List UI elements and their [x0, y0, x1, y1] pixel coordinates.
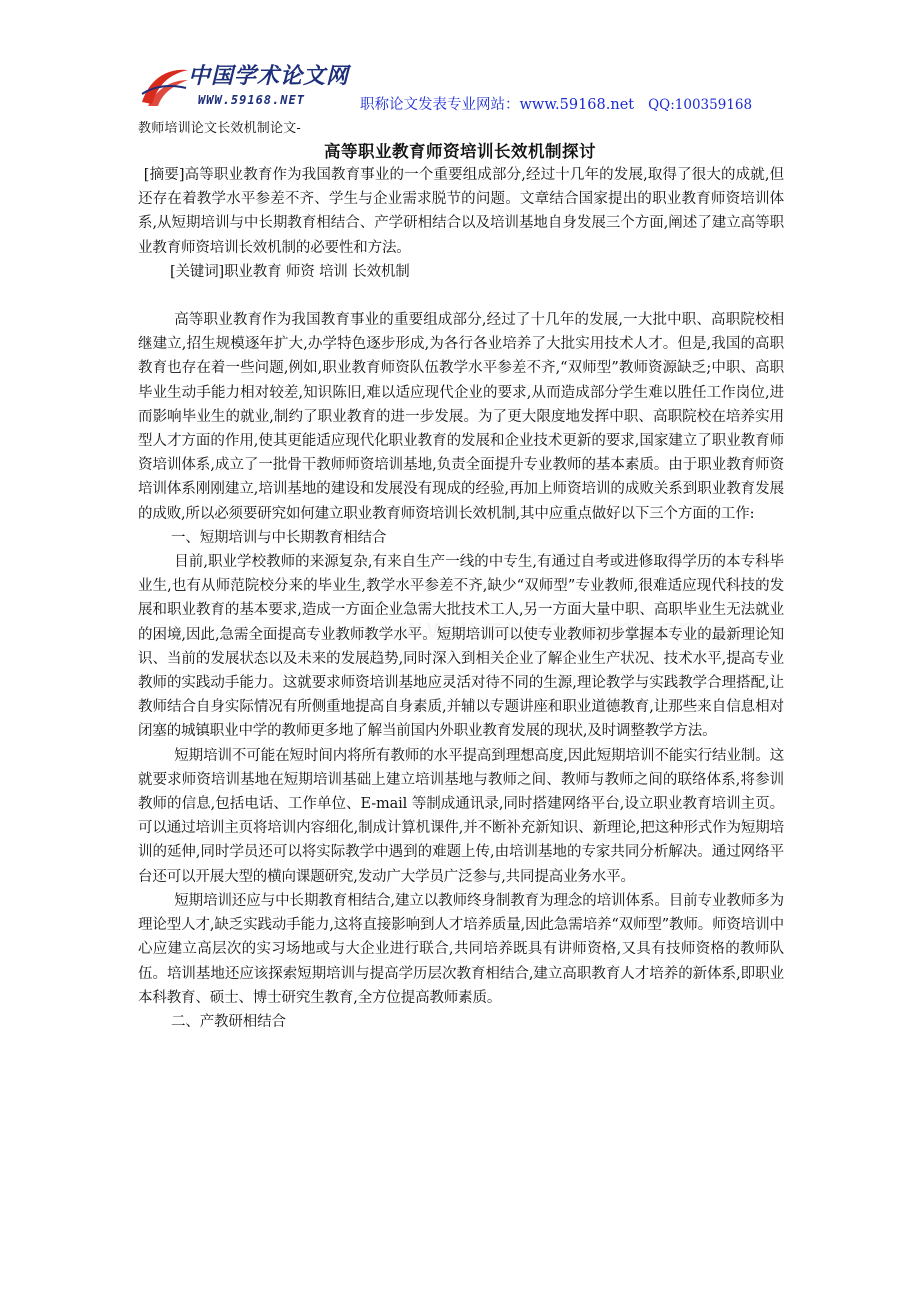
- section-heading-2: 二、产教研相结合: [171, 1013, 286, 1030]
- site-link[interactable]: 职称论文发表专业网站：www.59168.net: [360, 97, 635, 113]
- intro-paragraph: 高等职业教育作为我国教育事业的重要组成部分,经过了十几年的发展,一大批中职、高职院校相继建立,招生规模逐年扩大,办学特色逐步形成,为各行各业培养了大批实用技术人才。但是,我国的高职教育也存在着一些问题,例如,职业教育师资队伍教学水平参差不齐,“双师型”教师资源缺乏;中职、高职毕业生动手能力相对较差,知识陈旧,难以适应现代企业的要求,从而造成部分学生难以胜任工作岗位,进而影响毕业生的就业,制约了职业教育的进一步发展。为了更大限度地发挥中职、高职院校在培养实用型人才方面的作用,使其更能适应现代化职业教育的发展和企业技术更新的要求,国家建立了职业教育师资培训体系,成立了一批骨干教师师资培训基地,负责全面提升专业教师的基本素质。由于职业教育师资培训体系刚刚建立,培训基地的建设和发展没有现成的经验,再加上师资培训的成败关系到职业教育发展的成败,所以必须要研究如何建立职业教育师资培训长效机制,其中应重点做好以下三个方面的工作:: [138, 312, 784, 522]
- logo-text-cn: 中国学术论文网: [188, 64, 350, 89]
- document-body: [138, 163, 784, 1034]
- document-label: 教师培训论文长效机制论文-: [138, 121, 301, 136]
- blank-line: [138, 284, 784, 308]
- section1-paragraph-3: 短期培训还应与中长期教育相结合,建立以教师终身制教育为理念的培训体系。目前专业教师多为理论型人才,缺乏实践动手能力,这将直接影响到人才培养质量,因此急需培养“双师型”教师。师资培训中心应建立高层次的实习场地或与大企业进行联合,共同培养既具有讲师资格,又具有技师资格的教师队伍。培训基地还应该探索短期培训与提高学历层次教育相结合,建立高职教育人才培养的新体系,即职业本科教育、硕士、博士研究生教育,全方位提高教师素质。: [138, 892, 784, 1006]
- site-logo[interactable]: [138, 62, 350, 110]
- site-header: [138, 62, 798, 112]
- qq-number: QQ:100359168: [648, 97, 753, 113]
- header-info: [360, 93, 752, 114]
- logo-text-url: WWW.59168.NET: [198, 93, 305, 107]
- keywords-line: [关键词]职业教育 师资 培训 长效机制: [170, 263, 410, 280]
- document-title: 高等职业教育师资培训长效机制探讨: [324, 142, 596, 161]
- abstract-paragraph: [摘要]高等职业教育作为我国教育事业的一个重要组成部分,经过十几年的发展,取得了很大的成就,但还存在着教学水平参差不齐、学生与企业需求脱节的问题。文章结合国家提出的职业教育师资培训体系,从短期培训与中长期教育相结合、产学研相结合以及培训基地自身发展三个方面,阐述了建立高等职业教育师资培训长效机制的必要性和方法。: [138, 167, 784, 256]
- logo-swoosh-icon: [140, 64, 190, 108]
- section1-paragraph-1: 目前,职业学校教师的来源复杂,有来自生产一线的中专生,有通过自考或进修取得学历的本专科毕业生,也有从师范院校分来的毕业生,教学水平参差不齐,缺少“双师型”专业教师,很难适应现代科技的发展和职业教育的基本要求,造成一方面企业急需大批技术工人,另一方面大量中职、高职毕业生无法就业的困境,因此,急需全面提高专业教师教学水平。短期培训可以使专业教师初步掌握本专业的最新理论知识、当前的发展状态以及未来的发展趋势,同时深入到相关企业了解企业生产状况、技术水平,提高专业教师的实践动手能力。这就要求师资培训基地应灵活对待不同的生源,理论教学与实践教学合理搭配,让教师结合自身实际情况有所侧重地提高自身素质,并辅以专题讲座和职业道德教育,让那些来自信息相对闭塞的城镇职业中学的教师更多地了解当前国内外职业教育发展的现状,及时调整教学方法。: [138, 554, 784, 740]
- section1-paragraph-2: 短期培训不可能在短时间内将所有教师的水平提高到理想高度,因此短期培训不能实行结业制。这就要求师资培训基地在短期培训基础上建立培训基地与教师之间、教师与教师之间的联络体系,将参训教师的信息,包括电话、工作单位、E-mail 等制成通讯录,同时搭建网络平台,设立职业教育培训主页。可以通过培训主页将培训内容细化,制成计算机课件,并不断补充新知识、新理论,把这种形式作为短期培训的延伸,同时学员还可以将实际教学中遇到的难题上传,由培训基地的专家共同分析解决。通过网络平台还可以开展大型的横向课题研究,发动广大学员广泛参与,共同提高业务水平。: [138, 747, 784, 885]
- section-heading-1: 一、短期培训与中长期教育相结合: [171, 529, 387, 546]
